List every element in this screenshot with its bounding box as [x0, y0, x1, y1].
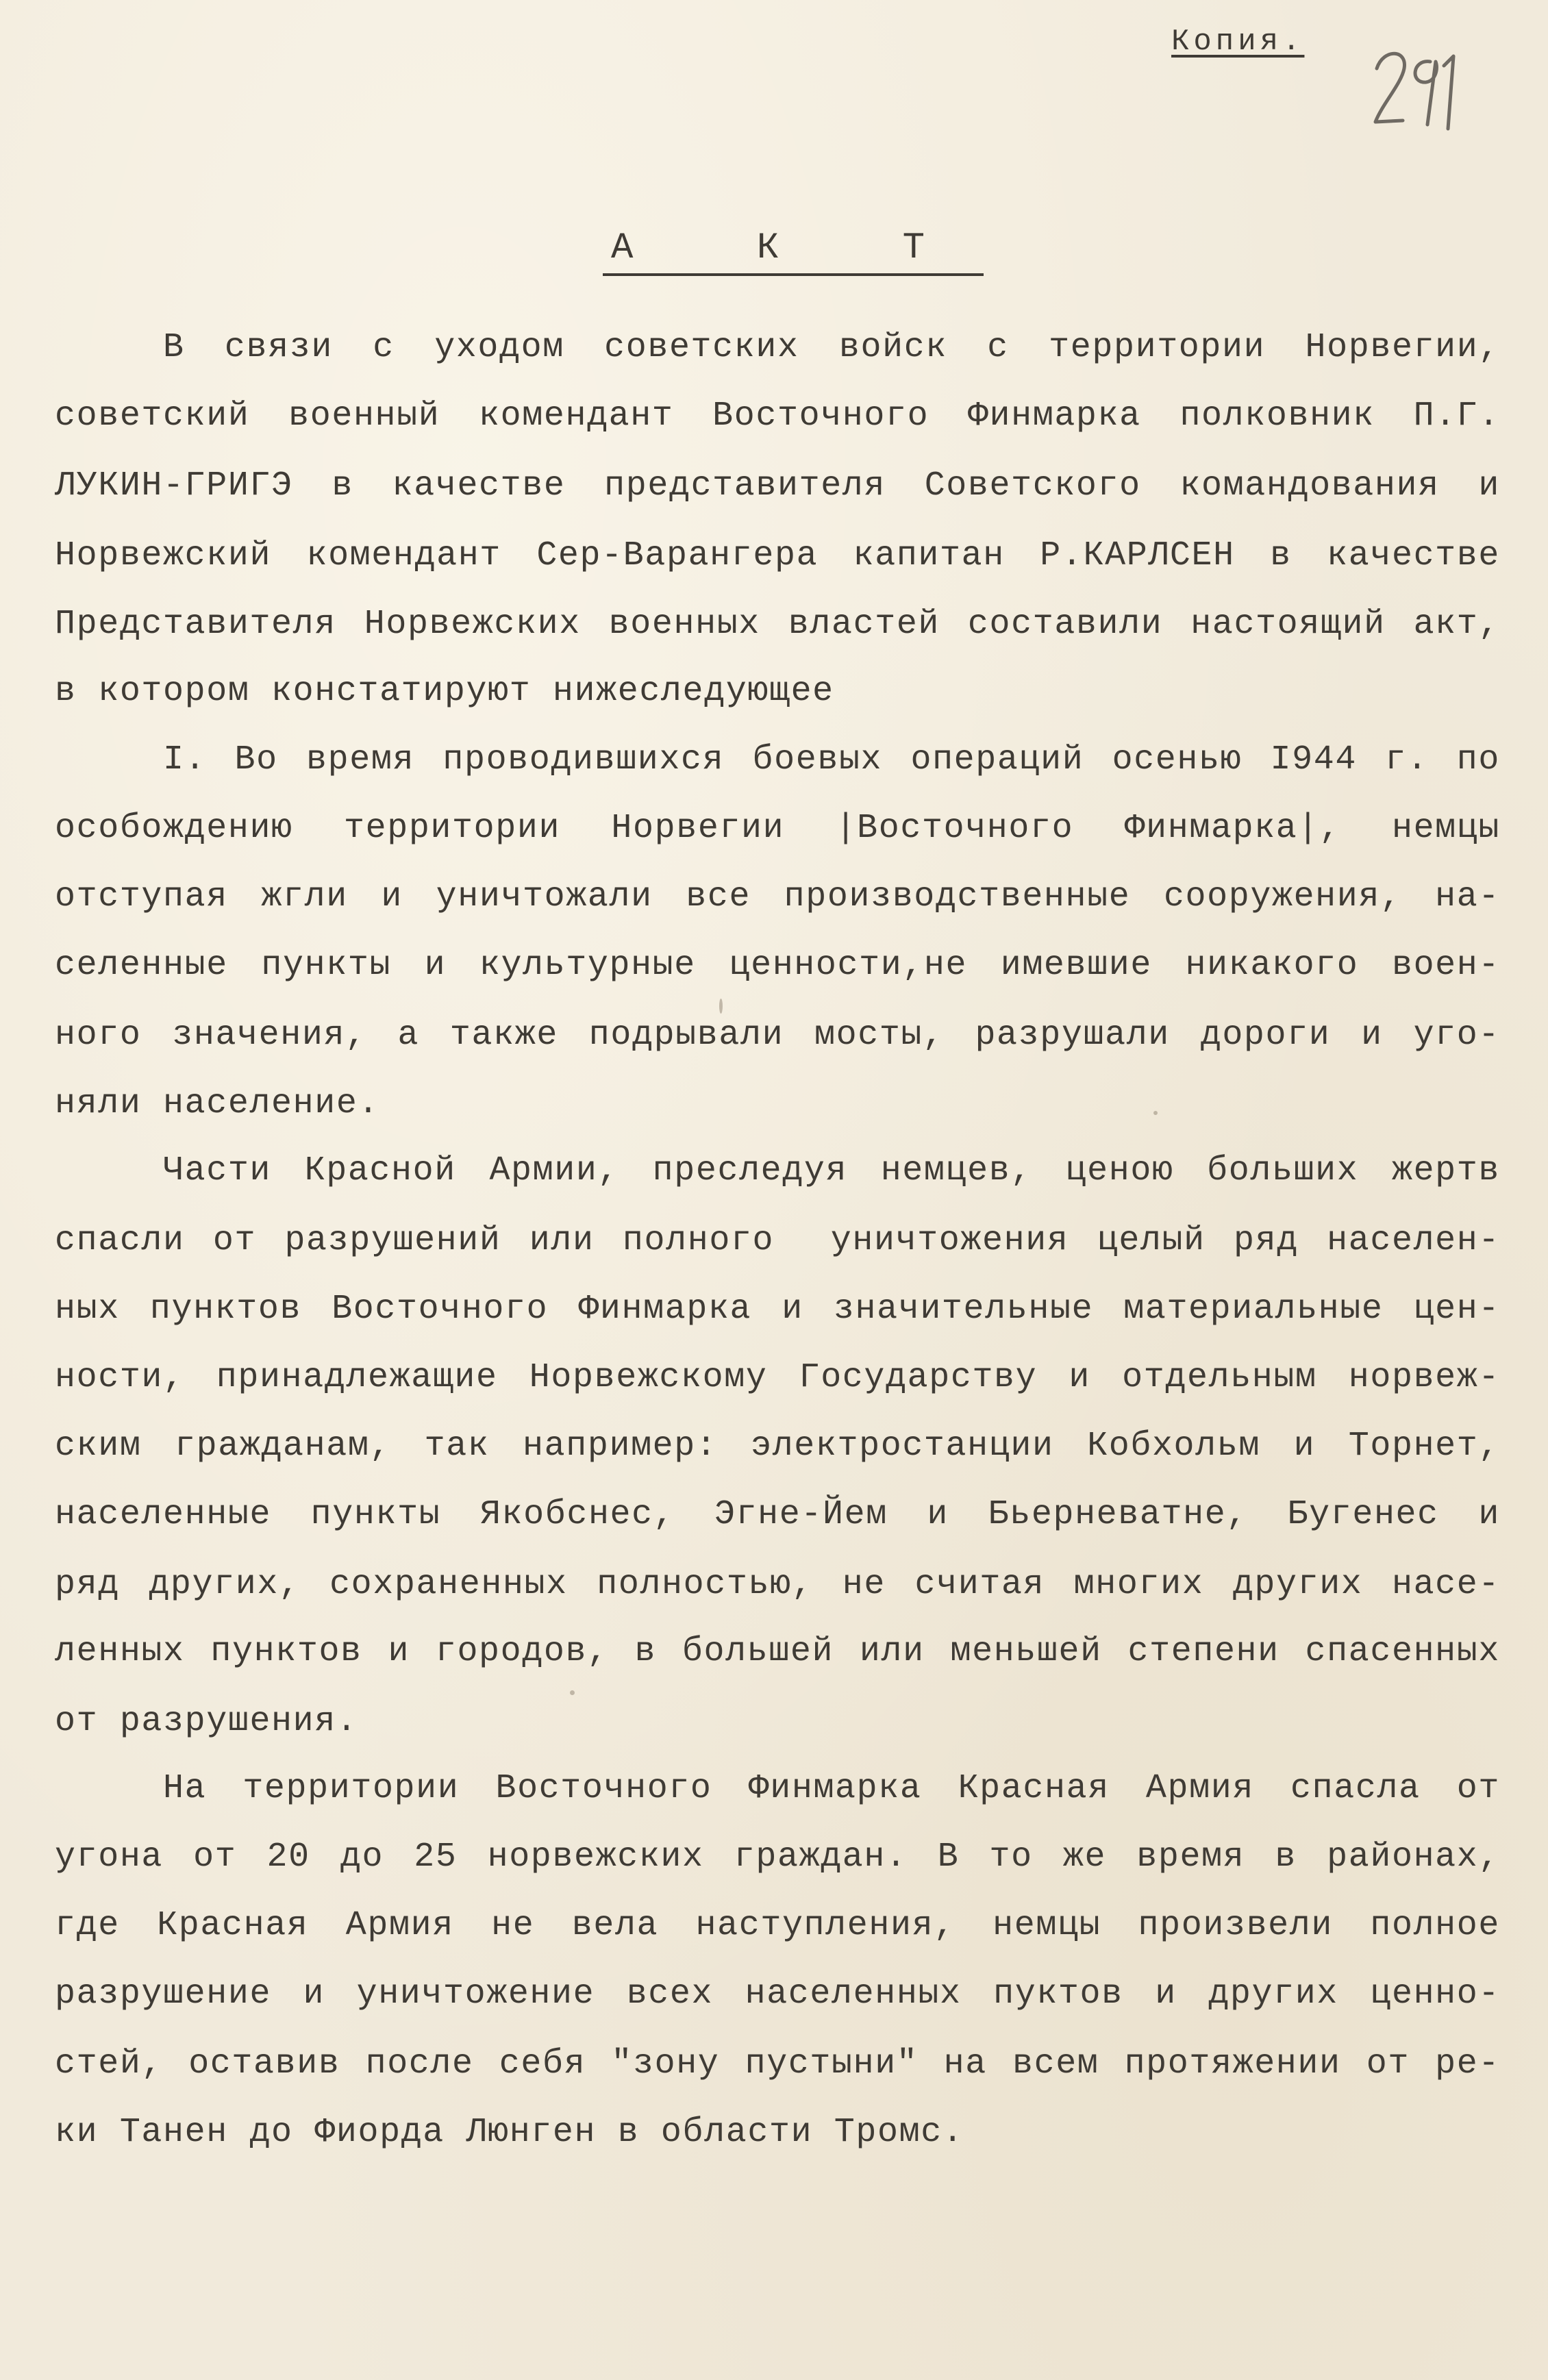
text-line: ским гражданам, так например: электростанции Кобхольм и Торнет, — [55, 1427, 1500, 1466]
text-line: селенные пункты и культурные ценности,не имевшие никакого воен- — [55, 946, 1500, 985]
text-line: ки Танен до Фиорда Люнген в области Тромс. — [55, 2113, 964, 2152]
text-line: I. Во время проводившихся боевых операций осенью I944 г. по — [163, 740, 1500, 779]
document-title: А К Т — [603, 227, 984, 276]
text-line: Норвежский комендант Сер-Варангера капитан Р.КАРЛСЕН в качестве — [55, 536, 1500, 575]
text-line: ного значения, а также подрывали мосты, разрушали дороги и уго- — [55, 1016, 1500, 1055]
text-line: отступая жгли и уничтожали все производственные сооружения, на- — [55, 877, 1500, 916]
text-line: няли население. — [55, 1084, 380, 1123]
text-line: особождению территории Норвегии |Восточного Финмарка|, немцы — [55, 809, 1500, 848]
page-number — [1370, 41, 1459, 144]
text-line: На территории Восточного Финмарка Красная Армия спасла от — [163, 1769, 1500, 1808]
text-line: разрушение и уничтожение всех населенных пуктов и других ценно- — [55, 1975, 1500, 2014]
text-line: ленных пунктов и городов, в большей или меньшей степени спасенных — [55, 1632, 1500, 1671]
copy-label: Копия. — [1171, 25, 1305, 59]
text-line: ряд других, сохраненных полностью, не считая многих других насе- — [55, 1565, 1500, 1604]
text-line: ности, принадлежащие Норвежскому Государству и отдельным норвеж- — [55, 1358, 1500, 1397]
text-line: В связи с уходом советских войск с территории Норвегии, — [163, 328, 1500, 367]
paper-mark — [719, 999, 723, 1014]
text-line: Части Красной Армии, преследуя немцев, ценою больших жертв — [163, 1151, 1500, 1190]
text-line: спасли от разрушений или полного уничтожения целый ряд населен- — [55, 1221, 1500, 1260]
paper-mark — [570, 1690, 575, 1695]
text-line: населенные пункты Якобснес, Эгне-Йем и Бьерневатне, Бугенес и — [55, 1495, 1500, 1534]
text-line: ных пунктов Восточного Финмарка и значительные материальные цен- — [55, 1290, 1500, 1329]
text-line: советский военный комендант Восточного Финмарка полковник П.Г. — [55, 397, 1500, 436]
text-line: в котором констатируют нижеследующее — [55, 672, 834, 711]
handwritten-page-number-icon — [1370, 41, 1459, 144]
paper-mark — [1153, 1111, 1158, 1115]
text-line: от разрушения. — [55, 1702, 358, 1741]
text-line: угона от 20 до 25 норвежских граждан. В то же время в районах, — [55, 1838, 1500, 1877]
text-line: ЛУКИН-ГРИГЭ в качестве представителя Советского командования и — [55, 466, 1500, 505]
text-line: где Красная Армия не вела наступления, немцы произвели полное — [55, 1906, 1500, 1945]
text-line: Представителя Норвежских военных властей составили настоящий акт, — [55, 605, 1500, 644]
text-line: стей, оставив после себя "зону пустыни" на всем протяжении от ре- — [55, 2044, 1500, 2083]
